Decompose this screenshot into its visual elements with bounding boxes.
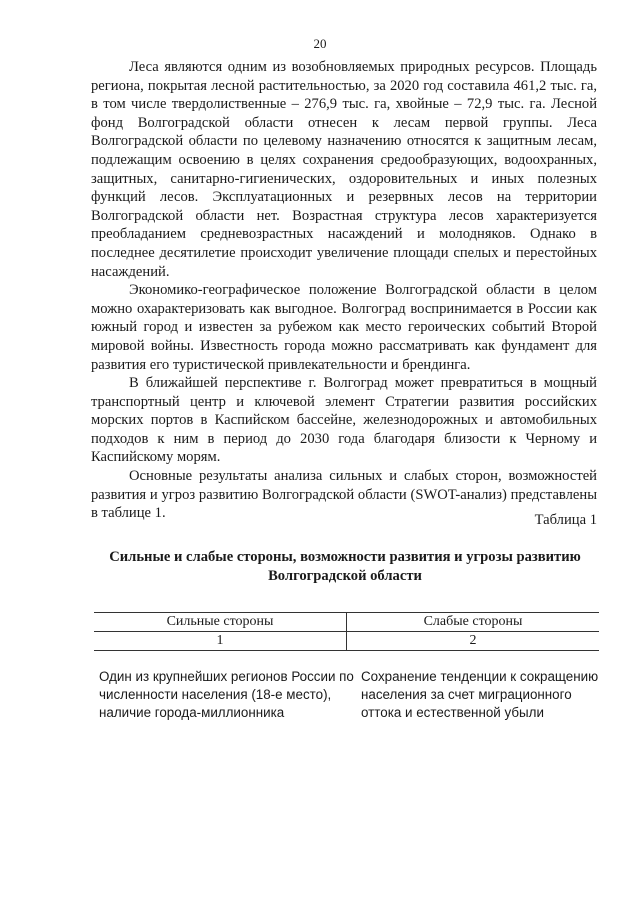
page-number: 20 bbox=[313, 36, 327, 51]
header-weaknesses: Слабые стороны bbox=[423, 614, 523, 629]
paragraph: Экономико-географическое положение Волгоградской области в целом можно охарактеризовать как выгодное. Волгоград воспринимается в России как южный город и известен за рубежом как место героических событий Второй мировой войны. Известность города можно рассматривать как фундамент для развития его туристической привлекательности и брендинга. bbox=[91, 282, 597, 373]
swot-table bbox=[94, 612, 599, 651]
paragraph: Леса являются одним из возобновляемых природных ресурсов. Площадь региона, покрытая лесной растительностью, за 2020 год составила 461,2 тыс. га, в том числе твердолиственные – 276,9 тыс. га, хвойные – 72,9 тыс. га. Лесной фонд Волгоградской области отнесен к лесам первой группы. Леса Волгоградской области по целевому назначению относятся к защитным лесам, подлежащим освоению в целях сохранения средообразующих, водоохранных, защитных, санитарно-гигиенических, оздоровительных и иных полезных функций лесов. Эксплуатационных и резервных лесов на территории Волгоградской области нет. Возрастная структура лесов характеризуется преобладанием средневозрастных насаждений и молодняков. Однако в последнее десятилетие происходит увеличение площади спелых и перестойных насаждений. bbox=[91, 59, 597, 280]
strength-cell: Один из крупнейших регионов России по численности населения (18-е место), наличие города-миллионника bbox=[99, 669, 354, 721]
table-header-row bbox=[94, 613, 599, 631]
column-number-2: 2 bbox=[469, 633, 477, 648]
column-number-1: 1 bbox=[94, 632, 347, 650]
paragraph: В ближайшей перспективе г. Волгоград может превратиться в мощный транспортный центр и ключевой элемент Стратегии развития российских морских портов в Каспийском бассейне, железнодорожных и автомобильных подходов к ним в период до 2030 года благодаря близости к Черному и Каспийскому морям. bbox=[91, 375, 597, 466]
table-label: Таблица 1 bbox=[534, 512, 597, 528]
body-text bbox=[91, 58, 597, 523]
table-row bbox=[99, 668, 599, 723]
table-number-rule bbox=[94, 650, 599, 651]
paragraph: Основные результаты анализа сильных и слабых сторон, возможностей развития и угроз развитию Волгоградской области (SWOT-анализ) представлены в таблице 1. bbox=[91, 468, 597, 522]
weakness-cell: Сохранение тенденции к сокращению населения за счет миграционного оттока и естественной убыли bbox=[361, 669, 599, 721]
table-title: Сильные и слабые стороны, возможности развития и угрозы развитию Волгоградской области bbox=[109, 549, 581, 584]
header-strengths: Сильные стороны bbox=[94, 613, 347, 631]
table-number-row bbox=[94, 632, 599, 650]
